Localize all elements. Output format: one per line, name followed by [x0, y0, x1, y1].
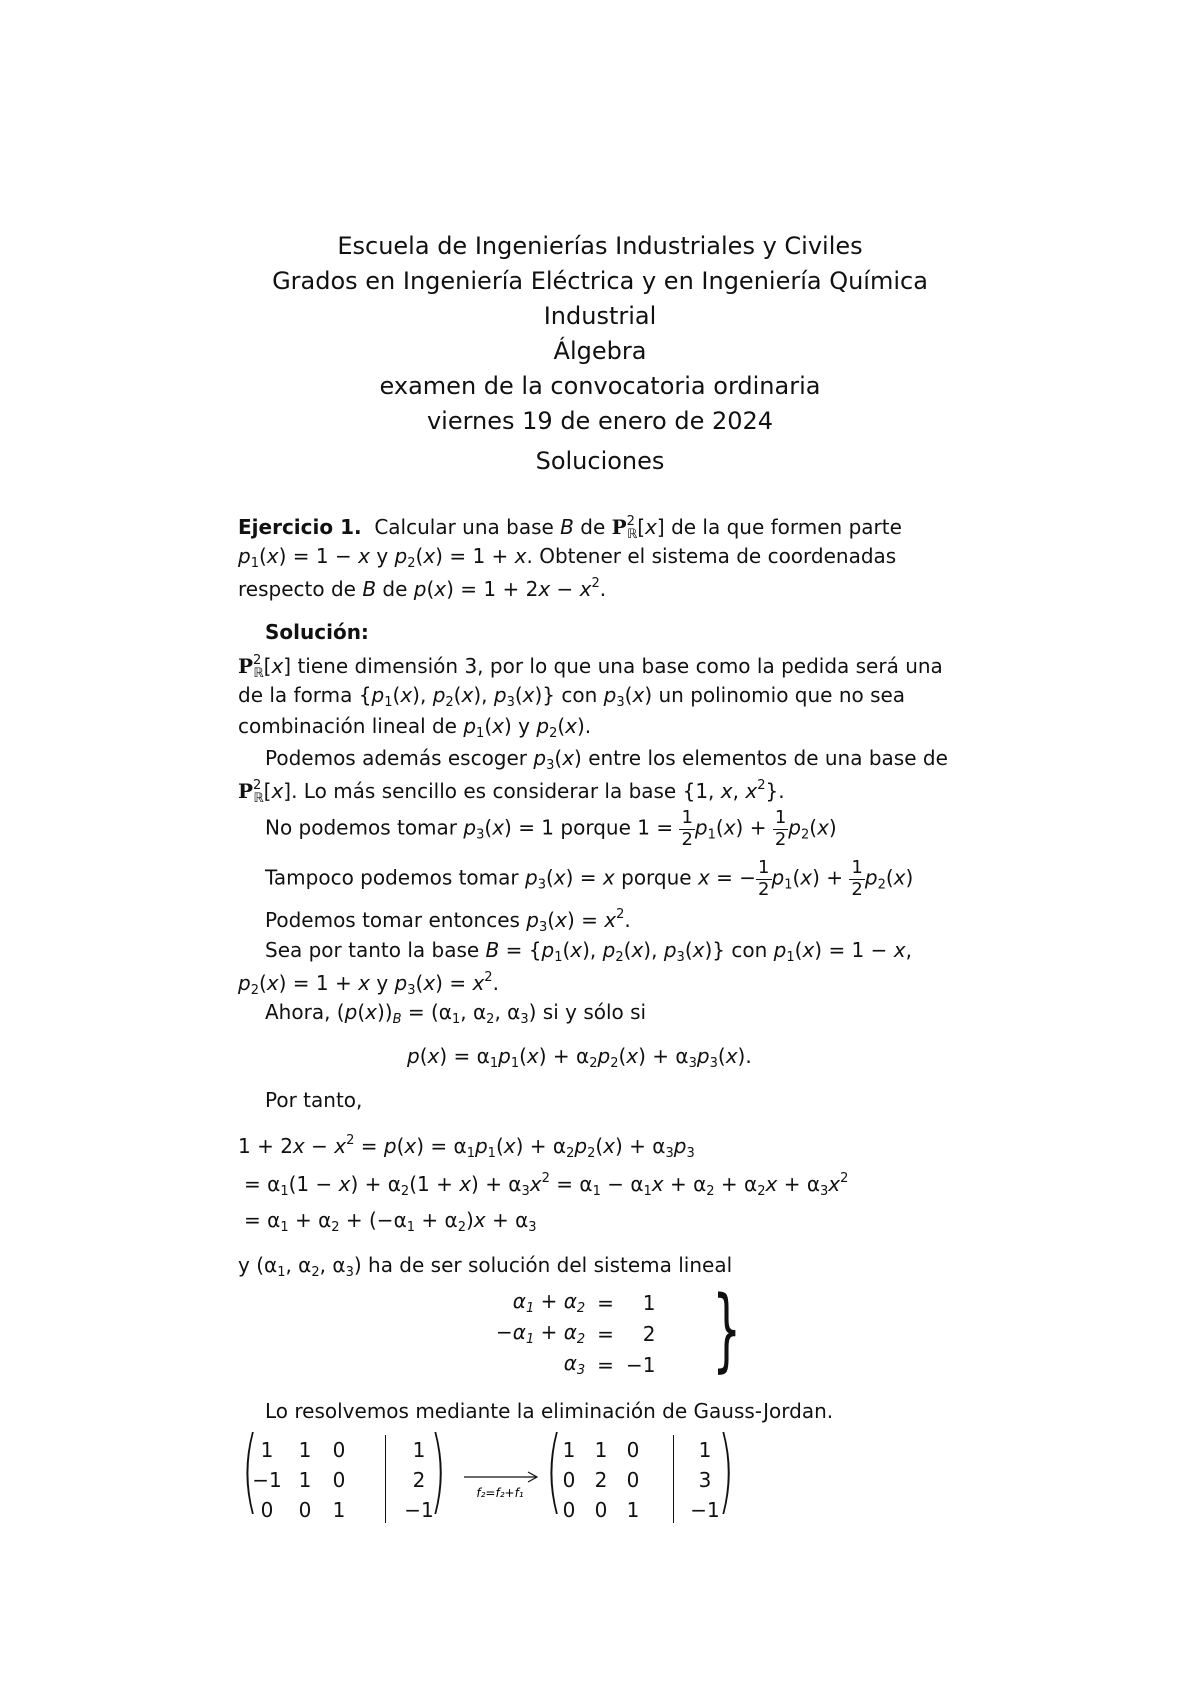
header-exam: examen de la convocatoria ordinaria [379, 372, 821, 400]
matrix-right-divider [673, 1435, 674, 1523]
derivation-line-1: $1 + 2x - x^2 = p(x) = \alpha_1p_1(x) + \alpha_2p_2(x) + \alpha_3p_3$ [238, 1133, 695, 1161]
matrix-right-cell: 1 [562, 1438, 576, 1462]
matrix-left-cell: −1 [252, 1468, 282, 1492]
matrix-left-cell: 0 [260, 1498, 274, 1522]
matrix-left-cell: 0 [332, 1468, 346, 1492]
matrix-left-cell: 1 [298, 1438, 312, 1462]
derivation-line-2: = $\alpha_1(1 - x) + \alpha_2(1 + x) + \alpha_3x^2 = \alpha_1 - \alpha_1x + \alpha_2 + \alpha_2x + \alpha_3x^2$ [244, 1171, 849, 1199]
matrix-right-cell: 2 [594, 1468, 608, 1492]
matrix-right-cell: 0 [562, 1498, 576, 1522]
solution-p6: No podemos tomar $p_3(x) = 1$ porque 1 = $\frac{1}{2}$ $p_1(x)$ + $\frac{1}{2}$ $p_2(x)$ [265, 807, 837, 850]
solution-p3: combinación lineal de $p_1(x)$ y $p_2(x)$. [238, 714, 592, 741]
system-brace: } [712, 1277, 741, 1382]
solution-p7: Tampoco podemos tomar $p_3(x) = x$ porque x = − $\frac{1}{2}$ $p_1(x)$ + $\frac{1}{2}$ $p_2(x)$ [265, 857, 914, 900]
matrix-right-close-paren: ) [717, 1417, 735, 1524]
exercise-line-1: Ejercicio 1. Calcular una base B de $P^2_ℝ[x]$ de la que formen parte [238, 514, 902, 542]
equation-decomposition: $p(x) = \alpha_1p_1(x) + \alpha_2p_2(x) + \alpha_3p_3(x)$. [407, 1044, 752, 1071]
header-degrees: Grados en Ingeniería Eléctrica y en Ingeniería Química [272, 267, 928, 295]
solution-p13: y ($\alpha_1$, $\alpha_2$, $\alpha_3$) ha de ser solución del sistema lineal [238, 1253, 733, 1280]
matrix-left-close-paren: ) [429, 1417, 447, 1524]
solution-p9: Sea por tanto la base $B = \{p_1(x)$, $p_2(x)$, $p_3(x)$} con $p_1(x) = 1 - x$, [265, 938, 912, 965]
matrix-left-cell: 0 [332, 1438, 346, 1462]
header-subject: Álgebra [553, 337, 647, 365]
matrix-left-divider [385, 1435, 386, 1523]
solution-p11: Ahora, $(p(x))_B = (\alpha_1$, $\alpha_2$, $\alpha_3$) si y sólo si [265, 1000, 647, 1027]
matrix-right-open-paren: ( [545, 1417, 563, 1524]
matrix-left-cell: 1 [332, 1498, 346, 1522]
solution-p10: $p_2(x) = 1 + x$ y $p_3(x) = x^2$. [238, 970, 499, 998]
matrix-left-cell: 1 [260, 1438, 274, 1462]
exercise-line-2: $p_1(x) = 1 - x$ y $p_2(x) = 1 + x$. Obtener el sistema de coordenadas [238, 544, 897, 571]
solution-p8: Podemos tomar entonces $p_3(x) = x^2$. [265, 907, 631, 935]
matrix-right-cell: 1 [626, 1498, 640, 1522]
header-date: viernes 19 de enero de 2024 [426, 407, 774, 435]
matrix-right-cell: 3 [698, 1468, 712, 1492]
matrix-right-cell: 0 [594, 1498, 608, 1522]
matrix-left-cell: 0 [298, 1498, 312, 1522]
matrix-right-cell: 0 [562, 1468, 576, 1492]
solution-p12: Por tanto, [265, 1088, 363, 1112]
matrix-right-cell: 0 [626, 1438, 640, 1462]
solution-p5: $P^2_ℝ[x]$. Lo más sencillo es considerar la base {1, x, $x^2$}. [238, 778, 785, 806]
matrix-left-cell: 2 [412, 1468, 426, 1492]
exercise-line-3: respecto de B de $p(x) = 1 + 2x - x^2$. [238, 576, 607, 601]
linear-system: $\alpha_1 + \alpha_2$ = 1 $-\alpha_1 + \alpha_2$ = 2 $\alpha_3$ = −1 [496, 1289, 656, 1378]
row-operation-label: f₂=f₂+f₁ [476, 1486, 524, 1500]
matrix-left-cell: 1 [412, 1438, 426, 1462]
row-operation-arrow [462, 1465, 542, 1505]
exercise-label: Ejercicio 1. [238, 515, 362, 539]
matrix-right-cell: −1 [690, 1498, 720, 1522]
solution-label: Solución: [265, 620, 369, 644]
header-degrees-cont: Industrial [543, 302, 657, 330]
matrix-left-cell: 1 [298, 1468, 312, 1492]
solution-p2: de la forma {$p_1(x)$, $p_2(x)$, $p_3(x)$} con $p_3(x)$ un polinomio que no sea [238, 683, 906, 710]
matrix-right-cell: 1 [698, 1438, 712, 1462]
matrix-right-cell: 1 [594, 1438, 608, 1462]
derivation-line-3: = $\alpha_1 + \alpha_2 + (-\alpha_1 + \alpha_2)x + \alpha_3$ [244, 1208, 537, 1235]
solution-p1: $P^2_ℝ[x]$ tiene dimensión 3, por lo que una base como la pedida será una [238, 653, 943, 681]
header-solutions: Soluciones [535, 447, 665, 475]
solution-p4: Podemos además escoger $p_3(x)$ entre los elementos de una base de [265, 746, 948, 773]
matrix-left-cell: −1 [404, 1498, 434, 1522]
matrix-left-open-paren: ( [241, 1417, 259, 1524]
matrix-right-cell: 0 [626, 1468, 640, 1492]
solution-p14: Lo resolvemos mediante la eliminación de Gauss-Jordan. [265, 1399, 834, 1423]
header-school: Escuela de Ingenierías Industriales y Civiles [337, 232, 863, 260]
